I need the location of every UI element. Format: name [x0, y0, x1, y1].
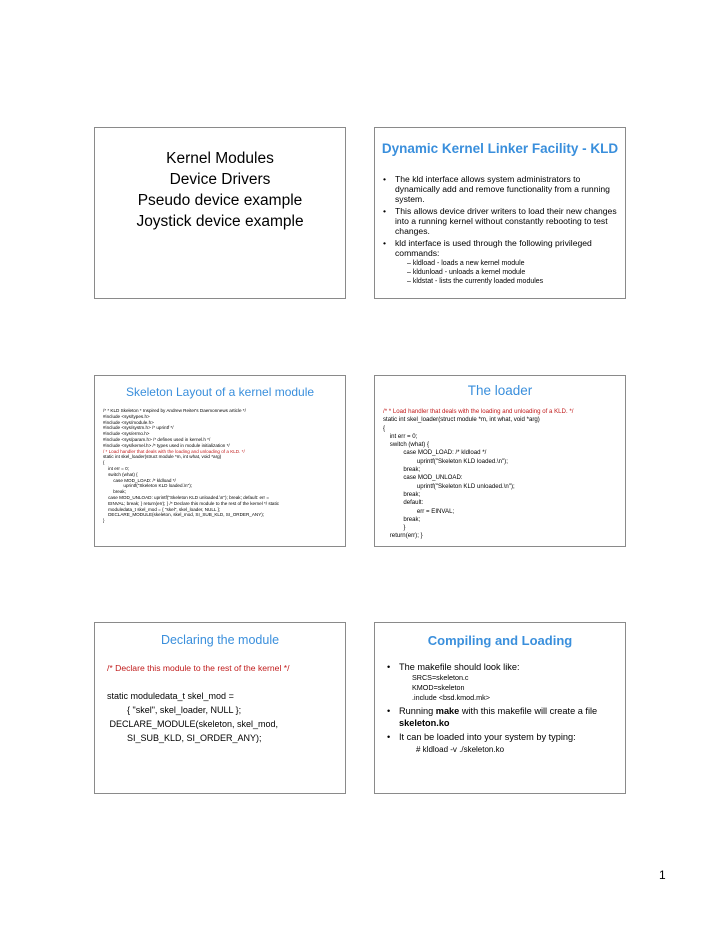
code-text: static moduledata_t skel_mod = { "skel", skel_loader, NULL }; DECLARE_MODULE(skeleton, skel_mod, SI_SUB_KLD, SI_ORDER_ANY);: [107, 691, 279, 743]
bullet-text: Running: [399, 706, 436, 716]
title-line: Pseudo device example: [137, 192, 303, 209]
bullet-text: It can be loaded into your system by typing:: [399, 732, 576, 742]
slide-heading: Declaring the module: [160, 633, 280, 647]
code-comment: /* Declare this module to the rest of the kernel */: [107, 663, 290, 673]
slide-compiling: [374, 622, 626, 794]
code-comment: /* * Load handler that deals with the loading and unloading of a KLD. */: [383, 408, 574, 415]
bullet-text: kld interface is used through the following privileged commands:: [395, 238, 592, 258]
sub-bullet-item: – kldload - loads a new kernel module: [407, 259, 621, 268]
bullet-text: with this makefile will create a file: [459, 706, 598, 716]
bullet-item: [387, 705, 619, 729]
bullet-text: The makefile should look like:: [399, 662, 520, 672]
slide-loader: [374, 375, 626, 547]
sub-bullet-item: – kldstat - lists the currently loaded modules: [407, 277, 621, 286]
title-line: Joystick device example: [136, 213, 304, 230]
slide-title: [94, 127, 346, 299]
bullet-item: • The kld interface allows system administrators to dynamically add and remove functionality from a running system.: [383, 174, 621, 204]
slide-heading: Compiling and Loading: [427, 633, 573, 648]
command-line: # kldload -v ./skeleton.ko: [416, 745, 505, 754]
code-block: [383, 408, 621, 541]
makefile-line: .include <bsd.kmod.mk>: [412, 693, 490, 702]
bold-text: skeleton.ko: [399, 718, 450, 728]
bullet-item: [387, 731, 619, 756]
bullet-item: • This allows device driver writers to load their new changes into a running kernel without constantly rebooting to test changes.: [383, 206, 621, 236]
sub-bullet-item: – kldunload - unloads a kernel module: [407, 268, 621, 277]
slide-heading: Skeleton Layout of a kernel module: [125, 385, 315, 399]
bullet-list: [383, 174, 621, 288]
page-number: 1: [659, 868, 666, 882]
title-lines: [95, 148, 345, 232]
sub-bullet-list: [395, 259, 621, 286]
makefile-line: SRCS=skeleton.c: [412, 673, 469, 682]
bullet-list: [387, 661, 619, 758]
makefile-line: KMOD=skeleton: [412, 683, 465, 692]
slide-kld: [374, 127, 626, 299]
code-block: [103, 408, 339, 524]
title-line: Device Drivers: [169, 171, 271, 188]
slide-heading: Dynamic Kernel Linker Facility - KLD: [381, 141, 619, 156]
makefile-block: [399, 673, 619, 703]
code-text: static int skel_loader(struct module *m, int what, void *arg) { int err = 0; switch (what) { case MOD_LOAD: /* kldload */ uprintf("Skeleton KLD loaded.\n"); break; case MOD_UNLOAD: uprintf("Skeleton KLD unloaded.\n"); break; default: err = EINVAL; break; } return(err); }: [383, 416, 540, 540]
slide-skeleton: [94, 375, 346, 547]
slide-declaring: [94, 622, 346, 794]
title-line: Kernel Modules: [166, 150, 274, 167]
bullet-item: [387, 661, 619, 703]
slide-heading: The loader: [467, 383, 533, 398]
bullet-item: [383, 238, 621, 286]
code-comment: / * Load handler that deals with the loading and unloading of a KLD. */: [103, 448, 245, 454]
code-text: /* * KLD Skeleton * Inspired by Andrew Reiter's Daemonnews article */ #include <sys/types.h> #include <sys/module.h> #include <sys/systm.h> /* uprintf */ #include <sys/errno.h> #include <sys/param.h> /* defines used in kernel.h */ #include <sys/kernel.h> /* types used in module initialization */: [103, 408, 246, 448]
bold-text: make: [435, 706, 460, 716]
code-text: static int skel_loader(struct module *m, int what, void *arg) { int err = 0; switch (what) { case MOD_LOAD: /* kldload */ uprintf("Skeleton KLD loaded.\n"); break; case MOD_UNLOAD: uprintf("Skeleton KLD unloaded.\n"); break; default: err = EINVAL; break; } return(err); } /* Declare this module to the rest of the kernel */ static moduledata_t skel_mod = { "skel", skel_loader, NULL }; DECLARE_MODULE(skeleton, skel_mod, SI_SUB_KLD, SI_ORDER_ANY); }: [103, 454, 280, 524]
